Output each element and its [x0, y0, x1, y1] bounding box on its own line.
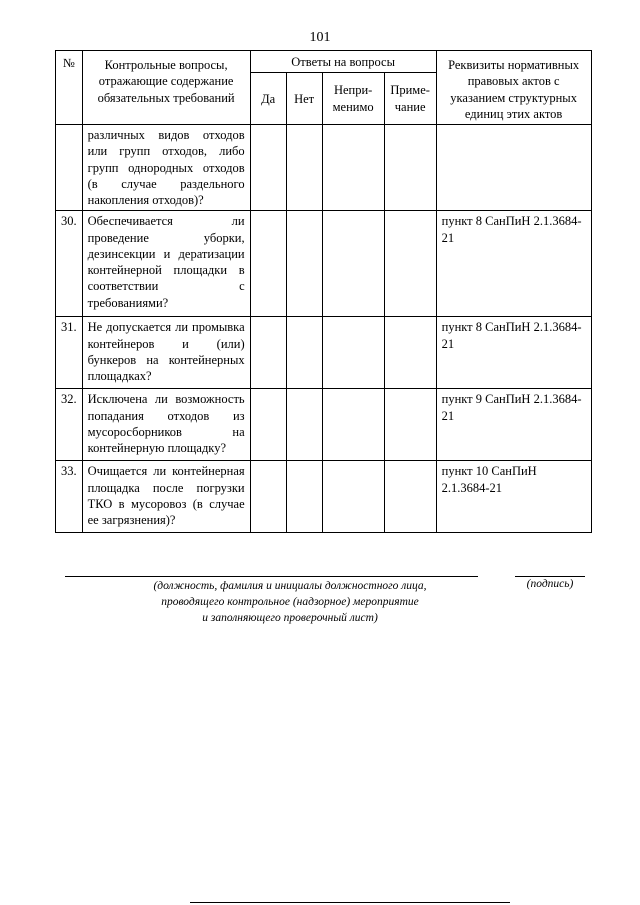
- answer-na-cell: [322, 317, 384, 389]
- header-question: Контрольные вопросы, отражающие содержание обязательных требований: [82, 51, 250, 125]
- header-ref: Реквизиты нормативных правовых актов с указанием структурных единиц этих актов: [436, 51, 591, 125]
- row-question: Не допускается ли промывка контейнеров и (или) бункеров на контейнерных площадках?: [82, 317, 250, 389]
- answer-note-cell: [384, 125, 436, 211]
- signatory-caption: [110, 578, 470, 626]
- header-row-1: [56, 51, 592, 73]
- answer-na-cell: [322, 389, 384, 461]
- signatory-caption-line: проводящего контрольное (надзорное) мероприятие: [161, 596, 419, 609]
- row-question: различных видов отходов или групп отходов, либо групп однородных отходов (в случае раздельного накопления отходов)?: [82, 125, 250, 211]
- table-row: [56, 461, 592, 533]
- answer-no-cell: [286, 317, 322, 389]
- row-reference: [436, 125, 591, 211]
- answer-yes-cell: [250, 125, 286, 211]
- row-number: [56, 125, 83, 211]
- table-row: [56, 211, 592, 317]
- signatory-line: [65, 576, 478, 577]
- row-reference: пункт 8 СанПиН 2.1.3684-21: [436, 211, 591, 317]
- answer-yes-cell: [250, 461, 286, 533]
- answer-na-cell: [322, 125, 384, 211]
- answer-no-cell: [286, 211, 322, 317]
- answer-yes-cell: [250, 211, 286, 317]
- answer-na-cell: [322, 461, 384, 533]
- row-reference: пункт 8 СанПиН 2.1.3684-21: [436, 317, 591, 389]
- row-reference: пункт 9 СанПиН 2.1.3684-21: [436, 389, 591, 461]
- answer-yes-cell: [250, 389, 286, 461]
- row-number: 31.: [56, 317, 83, 389]
- header-no: Нет: [286, 73, 322, 125]
- page-number: 101: [309, 30, 331, 45]
- table-row: [56, 125, 592, 211]
- header-note: Приме-чание: [384, 73, 436, 125]
- answer-no-cell: [286, 461, 322, 533]
- row-number: 33.: [56, 461, 83, 533]
- answer-no-cell: [286, 389, 322, 461]
- answer-note-cell: [384, 317, 436, 389]
- answer-note-cell: [384, 389, 436, 461]
- signature-caption: (подпись): [526, 578, 574, 590]
- header-num: №: [56, 51, 83, 125]
- table-row: [56, 389, 592, 461]
- answer-note-cell: [384, 461, 436, 533]
- row-reference: пункт 10 СанПиН 2.1.3684-21: [436, 461, 591, 533]
- header-answers: Ответы на вопросы: [250, 51, 436, 73]
- row-question: Исключена ли возможность попадания отходов из мусоросборников на контейнерную площадку?: [82, 389, 250, 461]
- answer-na-cell: [322, 211, 384, 317]
- signatory-caption-line: (должность, фамилия и инициалы должностного лица,: [153, 580, 427, 592]
- answer-no-cell: [286, 125, 322, 211]
- row-number: 30.: [56, 211, 83, 317]
- signatory-caption-line: и заполняющего проверочный лист): [202, 612, 378, 625]
- answer-note-cell: [384, 211, 436, 317]
- answer-yes-cell: [250, 317, 286, 389]
- row-number: 32.: [56, 389, 83, 461]
- header-yes: Да: [250, 73, 286, 125]
- page-bottom-rule: [190, 902, 510, 903]
- signature-line: [515, 576, 585, 577]
- row-question: Очищается ли контейнерная площадка после погрузки ТКО в мусоровоз (в случае ее загрязнения)?: [82, 461, 250, 533]
- row-question: Обеспечивается ли проведение уборки, дезинсекции и дератизации контейнерной площадки в соответствии с требованиями?: [82, 211, 250, 317]
- header-na: Непри-менимо: [322, 73, 384, 125]
- table-row: [56, 317, 592, 389]
- checklist-table: [55, 50, 592, 533]
